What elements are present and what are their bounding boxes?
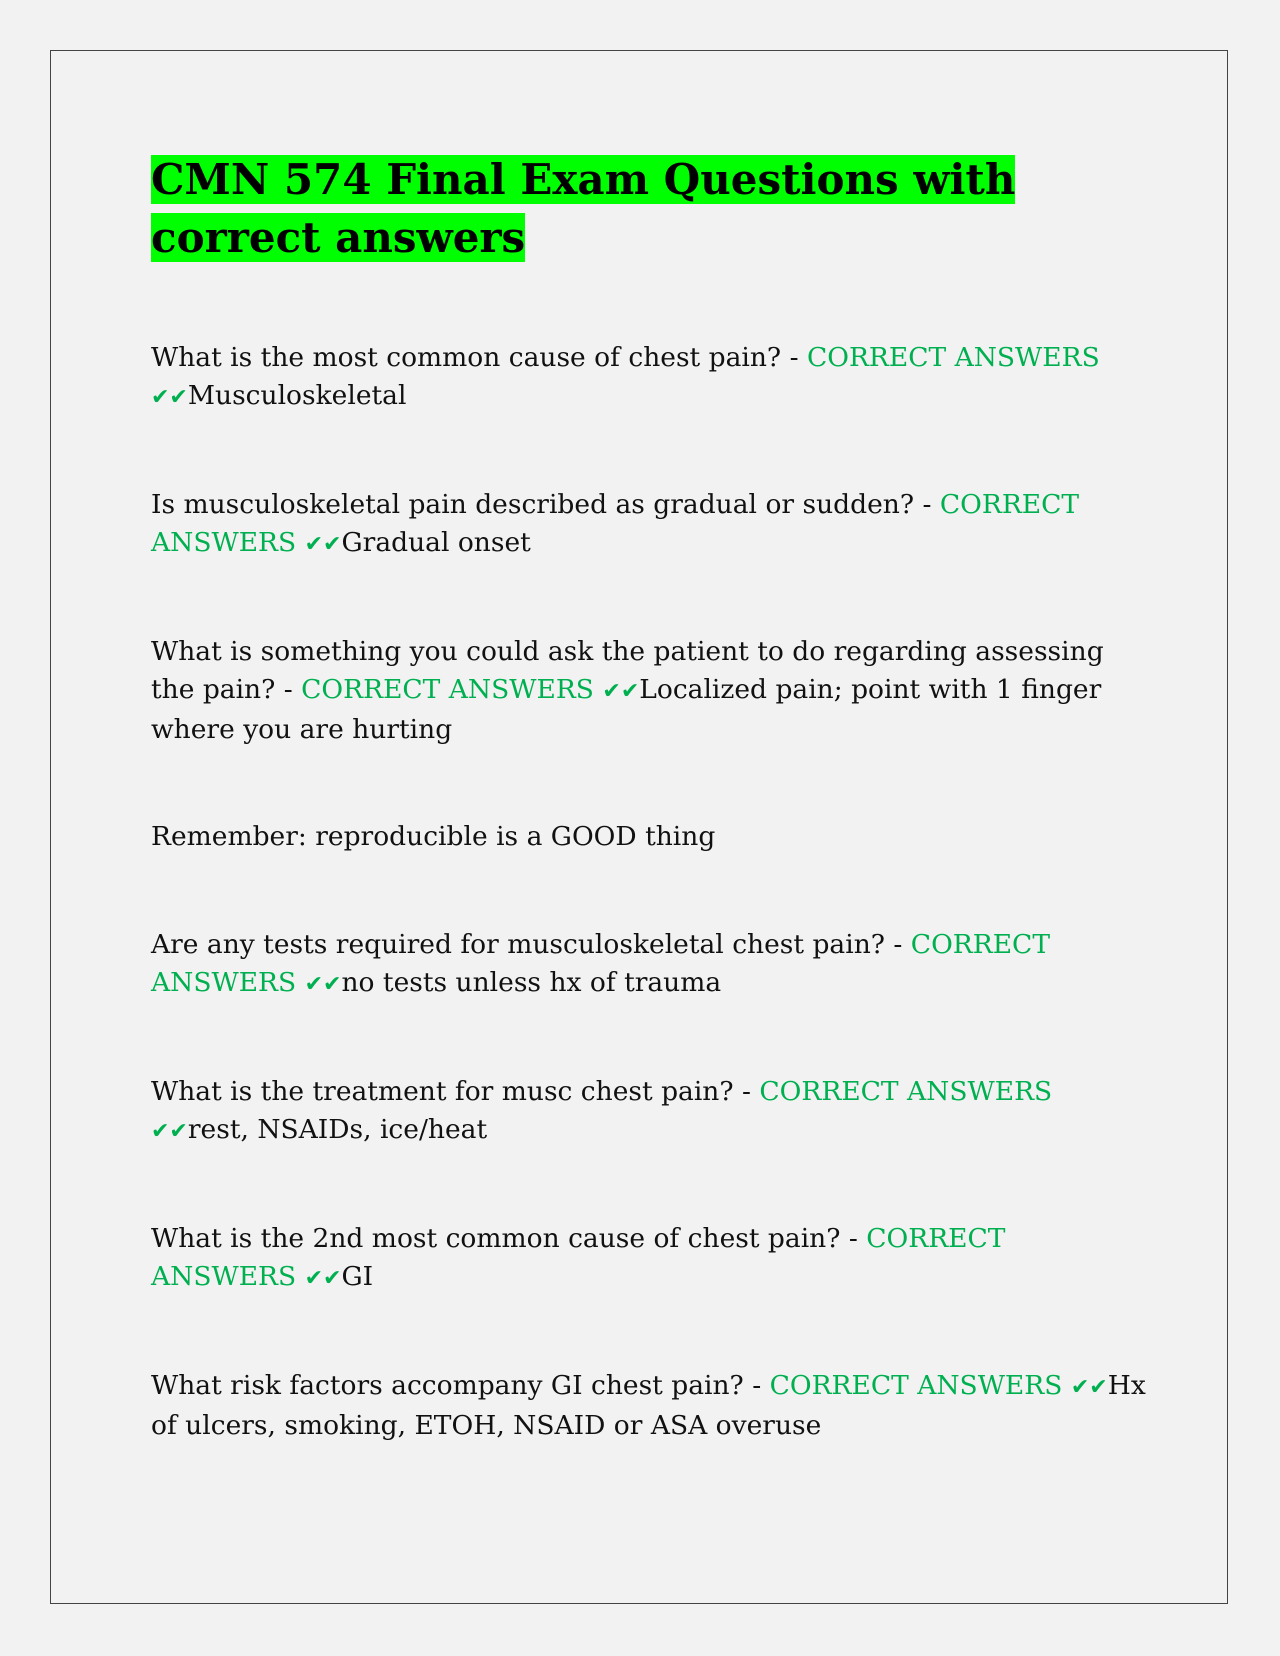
separator: -	[914, 489, 940, 520]
qa-item	[151, 1367, 1151, 1445]
answer-text: no tests unless hx of trauma	[341, 967, 722, 998]
question-text: Are any tests required for musculoskeletal chest pain?	[151, 929, 885, 960]
separator: -	[840, 1223, 867, 1254]
correct-answers-label: CORRECT ANSWERS	[759, 1076, 1053, 1107]
question-text: What is the treatment for musc chest pain?	[151, 1076, 734, 1107]
note-text: Remember: reproducible is a GOOD thing	[151, 821, 716, 852]
qa-item	[151, 633, 1151, 749]
answer-text: Hx of ulcers, smoking, ETOH, NSAID or ASA overuse	[151, 1370, 1146, 1441]
note-item	[151, 818, 1151, 856]
qa-list	[151, 339, 1151, 1445]
correct-answers-label: CORRECT ANSWERS	[769, 1370, 1063, 1401]
separator: -	[884, 929, 911, 960]
question-text: What is the most common cause of chest pain?	[151, 342, 782, 373]
question-text: Is musculoskeletal pain described as gradual or sudden?	[151, 489, 915, 520]
double-check-icon: ✔✔	[304, 532, 342, 557]
answer-text: Localized pain; point with 1 finger where you are hurting	[151, 674, 1102, 745]
double-check-icon: ✔✔	[602, 679, 640, 704]
correct-answers-label: CORRECT ANSWERS	[806, 342, 1100, 373]
correct-answers-label: CORRECT ANSWERS	[301, 674, 594, 705]
qa-item	[151, 339, 1151, 417]
separator: -	[275, 674, 302, 705]
document-title	[151, 151, 1151, 267]
separator: -	[781, 342, 807, 373]
double-check-icon: ✔✔	[151, 1119, 188, 1144]
correct-answers-label: CORRECT ANSWERS	[151, 929, 1050, 998]
answer-text: GI	[341, 1261, 374, 1292]
qa-item	[151, 486, 1151, 564]
answer-text: Musculoskeletal	[187, 380, 407, 411]
document-page	[50, 50, 1228, 1604]
document-title-text: CMN 574 Final Exam Questions with correct answers	[151, 155, 1016, 262]
double-check-icon: ✔✔	[304, 1266, 342, 1291]
double-check-icon: ✔✔	[151, 385, 188, 410]
document-content	[151, 151, 1151, 1514]
qa-item	[151, 1220, 1151, 1298]
qa-item	[151, 926, 1151, 1004]
question-text: What is the 2nd most common cause of chest pain?	[151, 1223, 841, 1254]
question-text: What is something you could ask the patient to do regarding assessing the pain?	[151, 636, 1104, 705]
question-text: What risk factors accompany GI chest pain?	[151, 1370, 744, 1401]
double-check-icon: ✔✔	[304, 972, 342, 997]
separator: -	[743, 1370, 770, 1401]
answer-text: Gradual onset	[341, 527, 531, 558]
double-check-icon: ✔✔	[1070, 1375, 1108, 1400]
separator: -	[733, 1076, 760, 1107]
answer-text: rest, NSAIDs, ice/heat	[187, 1114, 488, 1145]
qa-item	[151, 1073, 1151, 1151]
correct-answers-label: CORRECT ANSWERS	[151, 489, 1080, 558]
correct-answers-label: CORRECT ANSWERS	[151, 1223, 1006, 1292]
